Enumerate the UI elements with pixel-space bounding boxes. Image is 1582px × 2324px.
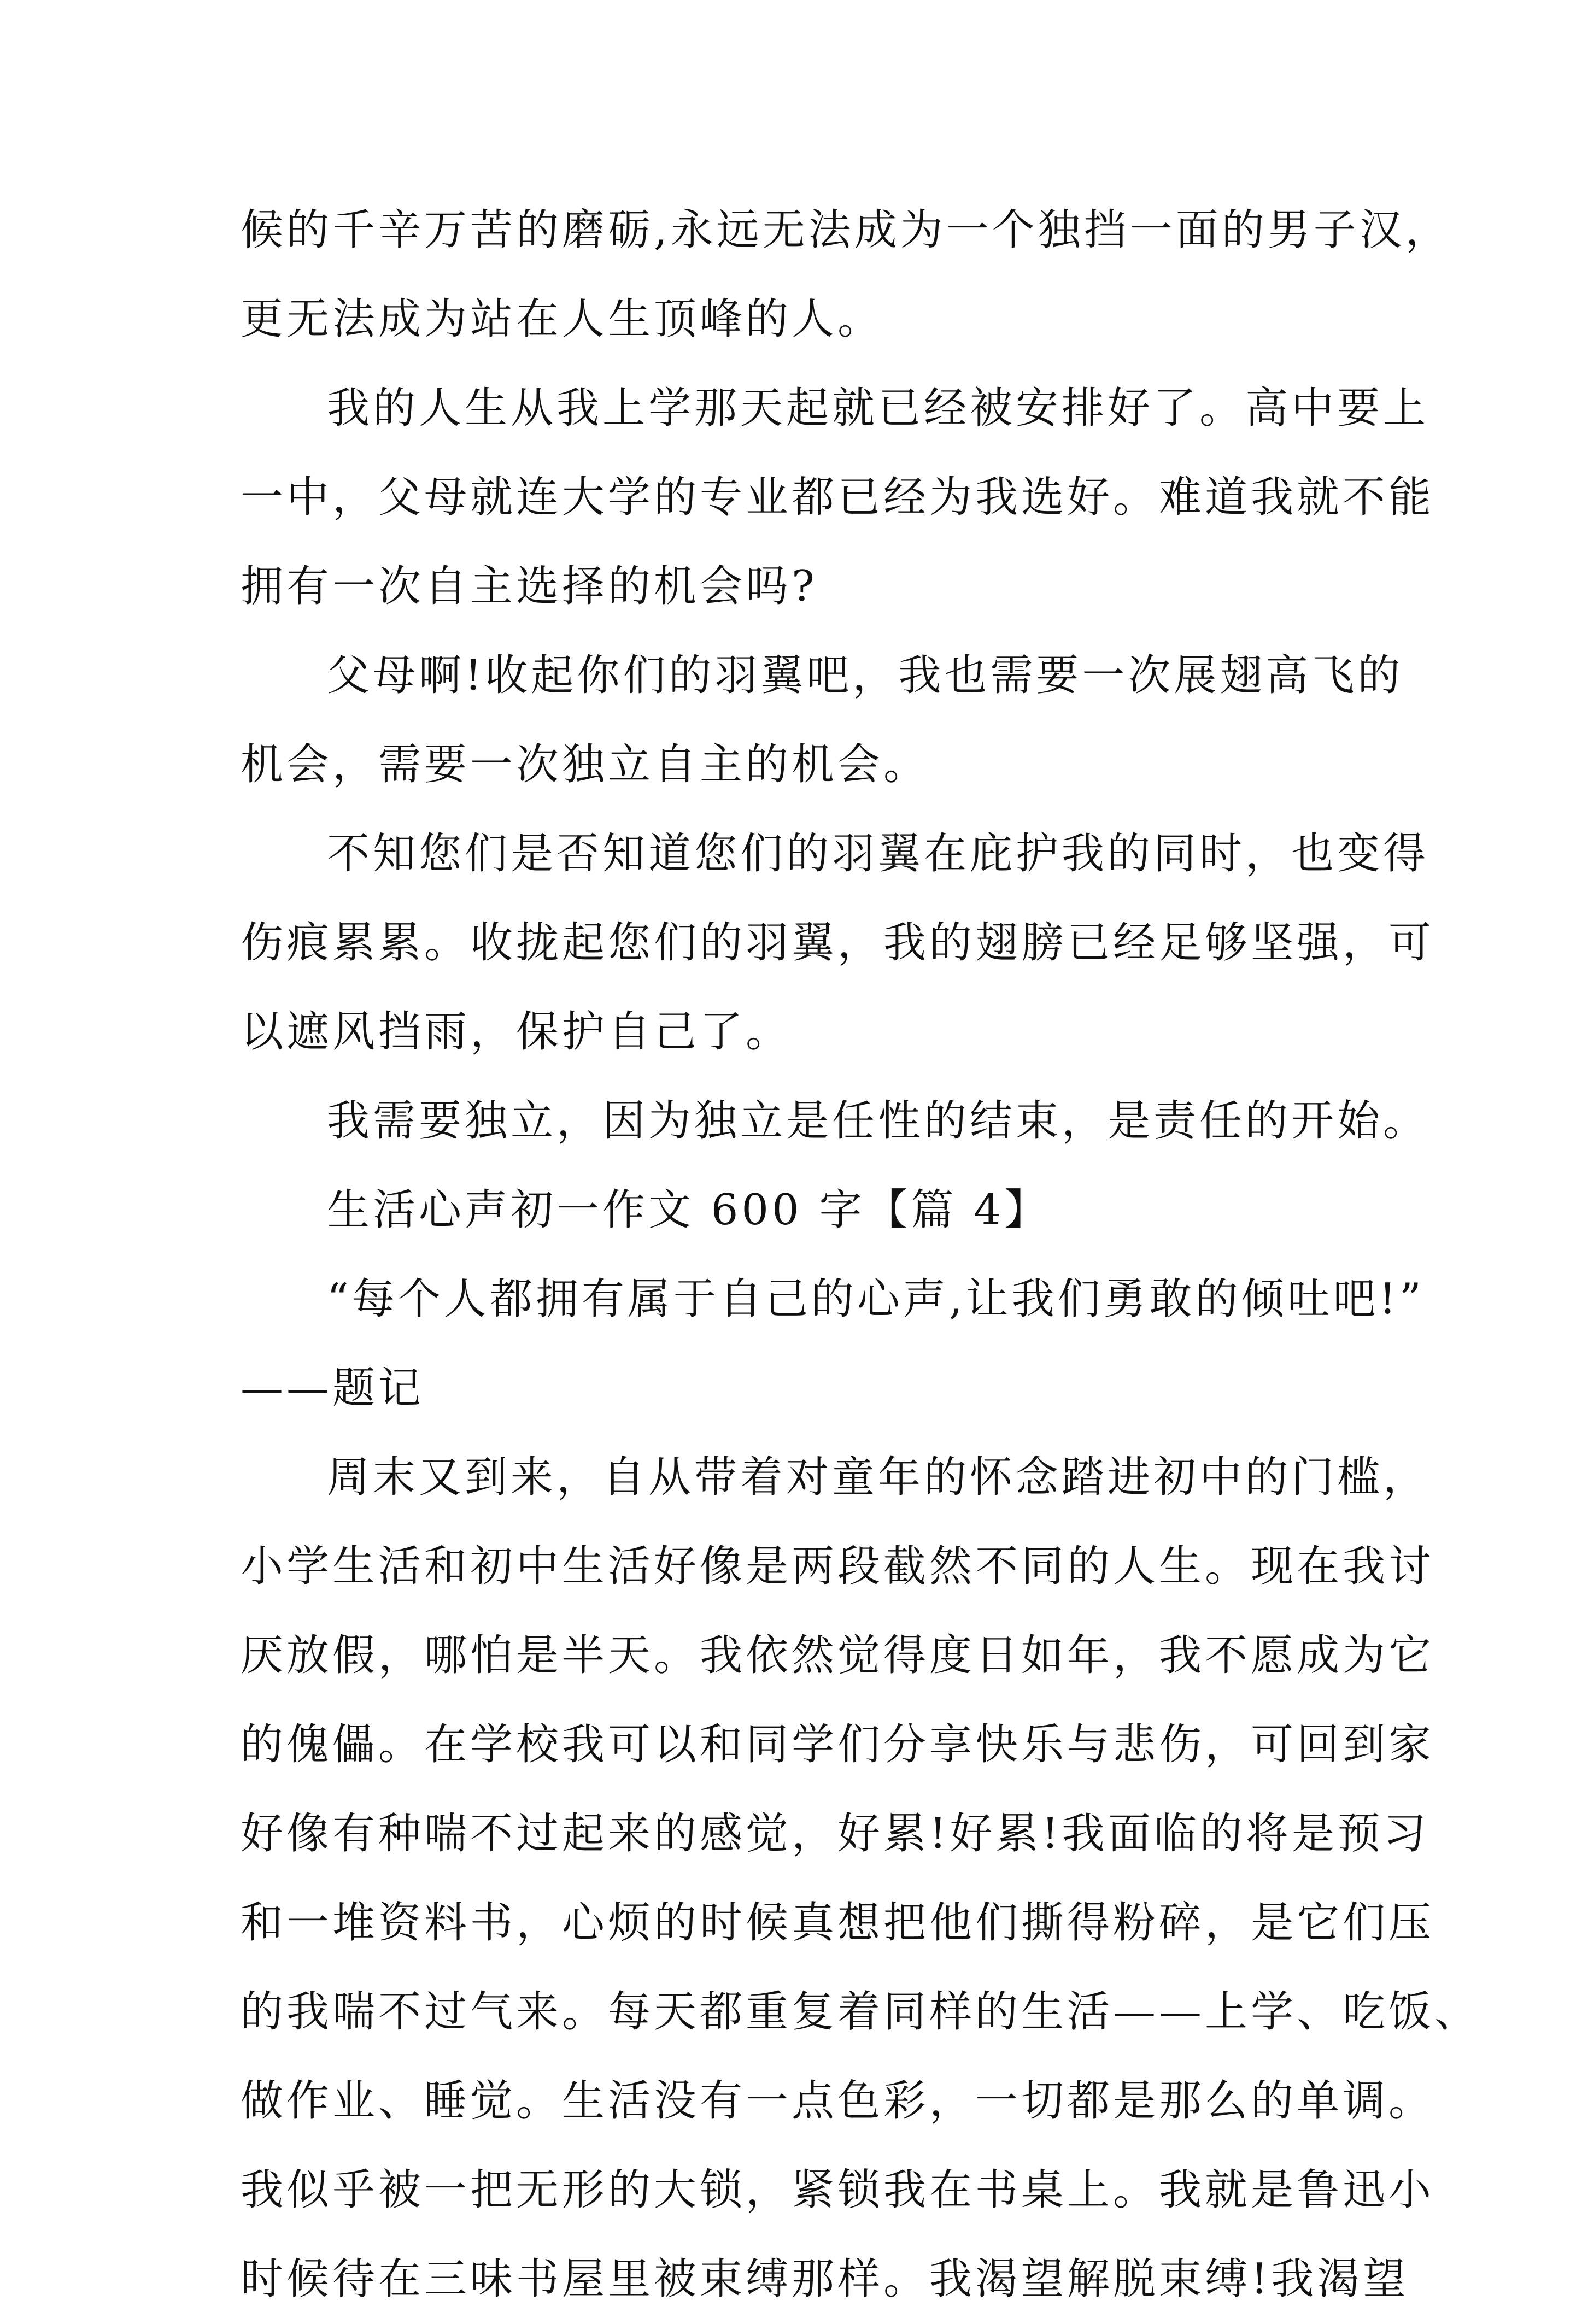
text-line: 伤痕累累。收拢起您们的羽翼，我的翅膀已经足够坚强，可 [241,918,1435,967]
text-line: “每个人都拥有属于自己的心声,让我们勇敢的倾吐吧!” [327,1275,1425,1324]
text-line: 做作业、睡觉。生活没有一点色彩，一切都是那么的单调。 [241,2076,1435,2126]
text-line: 父母啊!收起你们的羽翼吧，我也需要一次展翅高飞的 [327,651,1404,700]
text-line: ——题记 [241,1364,425,1413]
text-line: 我需要独立，因为独立是任性的结束，是责任的开始。 [327,1096,1429,1146]
text-line: 我的人生从我上学那天起就已经被安排好了。高中要上 [327,384,1429,433]
text-line: 时候待在三味书屋里被束缚那样。我渴望解脱束缚!我渴望 [241,2255,1409,2304]
text-line: 和一堆资料书，心烦的时候真想把他们撕得粉碎，是它们压 [241,1898,1435,1947]
text-line: 不知您们是否知道您们的羽翼在庇护我的同时，也变得 [327,829,1429,878]
text-line: 生活心声初一作文 600 字【篇 4】 [327,1186,1050,1235]
text-line: 小学生活和初中生活好像是两段截然不同的人生。现在我讨 [241,1542,1435,1591]
text-line: 周末又到来，自从带着对童年的怀念踏进初中的门槛， [327,1453,1429,1502]
text-line: 机会，需要一次独立自主的机会。 [241,740,930,789]
text-line: 一中，父母就连大学的专业都已经为我选好。难道我就不能 [241,473,1435,522]
text-line: 更无法成为站在人生顶峰的人。 [241,295,884,344]
text-line: 好像有种喘不过起来的感觉，好累!好累!我面临的将是预习 [241,1809,1429,1858]
text-line: 厌放假，哪怕是半天。我依然觉得度日如年，我不愿成为它 [241,1631,1435,1680]
document-body [241,186,1481,2324]
text-line: 拥有一次自主选择的机会吗? [241,562,818,611]
text-line: 的傀儡。在学校我可以和同学们分享快乐与悲伤，可回到家 [241,1720,1435,1769]
text-line: 候的千辛万苦的磨砺,永远无法成为一个独挡一面的男子汉， [241,206,1451,255]
text-line: 以遮风挡雨，保护自己了。 [241,1007,792,1057]
text-line: 我似乎被一把无形的大锁，紧锁我在书桌上。我就是鲁迅小 [241,2165,1435,2215]
text-line: 的我喘不过气来。每天都重复着同样的生活——上学、吃饭、 [241,1987,1481,2037]
